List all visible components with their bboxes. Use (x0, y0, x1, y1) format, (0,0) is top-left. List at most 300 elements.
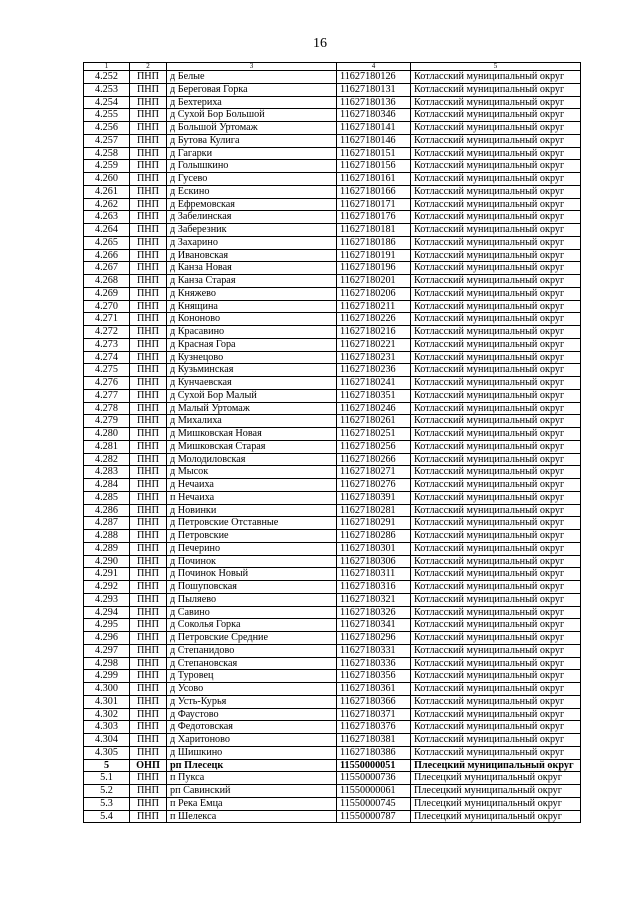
table-row (84, 83, 581, 96)
settlement-name-cell: д Ефремовская (167, 198, 337, 211)
table-row (84, 134, 581, 147)
oktmo-code-cell: 11627180196 (337, 262, 411, 275)
district-cell: Котласский муниципальный округ (411, 275, 581, 288)
district-cell: Котласский муниципальный округ (411, 619, 581, 632)
row-number-cell: 4.293 (84, 593, 130, 606)
district-cell: Котласский муниципальный округ (411, 262, 581, 275)
oktmo-code-cell: 11627180376 (337, 721, 411, 734)
row-number-cell: 4.295 (84, 619, 130, 632)
settlement-name-cell: д Захарино (167, 236, 337, 249)
row-number-cell: 4.279 (84, 415, 130, 428)
oktmo-code-cell: 11627180161 (337, 173, 411, 186)
type-cell: ПНП (130, 224, 167, 237)
settlement-name-cell: д Шишкино (167, 746, 337, 759)
district-cell: Котласский муниципальный округ (411, 721, 581, 734)
table-row (84, 504, 581, 517)
type-cell: ПНП (130, 326, 167, 339)
type-cell: ПНП (130, 236, 167, 249)
type-cell: ПНП (130, 275, 167, 288)
district-cell: Котласский муниципальный округ (411, 364, 581, 377)
row-number-cell: 4.287 (84, 517, 130, 530)
row-number-cell: 4.282 (84, 453, 130, 466)
row-number-cell: 4.257 (84, 134, 130, 147)
district-cell: Котласский муниципальный округ (411, 644, 581, 657)
oktmo-code-cell: 11627180126 (337, 71, 411, 84)
oktmo-code-cell: 11627180331 (337, 644, 411, 657)
oktmo-code-cell: 11627180201 (337, 275, 411, 288)
table-row (84, 491, 581, 504)
settlement-name-cell: д Соколья Горка (167, 619, 337, 632)
table-row (84, 109, 581, 122)
oktmo-code-cell: 11627180181 (337, 224, 411, 237)
settlement-name-cell: п Пукса (167, 772, 337, 785)
row-number-cell: 4.298 (84, 657, 130, 670)
table-row (84, 364, 581, 377)
page-number: 16 (313, 36, 327, 51)
district-cell: Котласский муниципальный округ (411, 734, 581, 747)
row-number-cell: 4.278 (84, 402, 130, 415)
settlement-name-cell: д Петровские Отставные (167, 517, 337, 530)
row-number-cell: 4.269 (84, 287, 130, 300)
type-cell: ПНП (130, 517, 167, 530)
type-cell: ПНП (130, 772, 167, 785)
settlement-name-cell: д Бехтериха (167, 96, 337, 109)
row-number-cell: 4.280 (84, 428, 130, 441)
type-cell: ПНП (130, 198, 167, 211)
oktmo-code-cell: 11627180231 (337, 351, 411, 364)
type-cell: ПНП (130, 83, 167, 96)
oktmo-code-cell: 11627180366 (337, 695, 411, 708)
row-number-cell: 4.252 (84, 71, 130, 84)
settlement-name-cell: д Белые (167, 71, 337, 84)
type-cell: ПНП (130, 810, 167, 823)
table-row (84, 632, 581, 645)
type-cell: ПНП (130, 479, 167, 492)
table-row (84, 517, 581, 530)
district-cell: Котласский муниципальный округ (411, 224, 581, 237)
settlement-name-cell: д Савино (167, 606, 337, 619)
row-number-cell: 4.284 (84, 479, 130, 492)
table-row (84, 734, 581, 747)
oktmo-code-cell: 11627180216 (337, 326, 411, 339)
table-row (84, 542, 581, 555)
table-row (84, 326, 581, 339)
row-number-cell: 4.255 (84, 109, 130, 122)
row-number-cell: 4.263 (84, 211, 130, 224)
district-cell: Котласский муниципальный округ (411, 568, 581, 581)
table-row (84, 415, 581, 428)
district-cell: Котласский муниципальный округ (411, 504, 581, 517)
type-cell: ПНП (130, 606, 167, 619)
table-row (84, 96, 581, 109)
table-row (84, 581, 581, 594)
table-row (84, 275, 581, 288)
oktmo-code-cell: 11627180171 (337, 198, 411, 211)
table-row (84, 479, 581, 492)
district-cell: Котласский муниципальный округ (411, 160, 581, 173)
oktmo-code-cell: 11627180351 (337, 389, 411, 402)
district-cell: Котласский муниципальный округ (411, 287, 581, 300)
oktmo-code-cell: 11627180141 (337, 122, 411, 135)
settlement-name-cell: д Мысок (167, 466, 337, 479)
type-cell: ПНП (130, 109, 167, 122)
oktmo-code-cell: 11627180191 (337, 249, 411, 262)
oktmo-code-cell: 11627180356 (337, 670, 411, 683)
district-cell: Котласский муниципальный округ (411, 211, 581, 224)
oktmo-code-cell: 11627180131 (337, 83, 411, 96)
type-cell: ПНП (130, 134, 167, 147)
district-cell: Котласский муниципальный округ (411, 415, 581, 428)
oktmo-code-cell: 11627180346 (337, 109, 411, 122)
table-row (84, 351, 581, 364)
type-cell: ПНП (130, 644, 167, 657)
settlement-name-cell: д Забелинская (167, 211, 337, 224)
settlement-name-cell: д Кузнецово (167, 351, 337, 364)
table-row (84, 173, 581, 186)
row-number-cell: 4.265 (84, 236, 130, 249)
table-row (84, 249, 581, 262)
oktmo-code-cell: 11627180341 (337, 619, 411, 632)
type-cell: ПНП (130, 211, 167, 224)
row-number-cell: 4.297 (84, 644, 130, 657)
type-cell: ПНП (130, 287, 167, 300)
row-number-cell: 4.270 (84, 300, 130, 313)
settlement-name-cell: д Петровские (167, 530, 337, 543)
table-row (84, 300, 581, 313)
settlement-name-cell: д Степановская (167, 657, 337, 670)
column-header: 5 (411, 63, 581, 71)
oktmo-code-cell: 11627180381 (337, 734, 411, 747)
settlement-name-cell: д Нечаиха (167, 479, 337, 492)
table-row (84, 287, 581, 300)
type-cell: ПНП (130, 746, 167, 759)
type-cell: ПНП (130, 670, 167, 683)
type-cell: ПНП (130, 695, 167, 708)
row-number-cell: 4.264 (84, 224, 130, 237)
settlement-name-cell: д Ивановская (167, 249, 337, 262)
oktmo-code-cell: 11627180211 (337, 300, 411, 313)
district-cell: Котласский муниципальный округ (411, 249, 581, 262)
oktmo-code-cell: 11627180151 (337, 147, 411, 160)
row-number-cell: 4.300 (84, 683, 130, 696)
table-row (84, 797, 581, 810)
settlement-name-cell: д Туровец (167, 670, 337, 683)
row-number-cell: 4.274 (84, 351, 130, 364)
type-cell: ПНП (130, 466, 167, 479)
row-number-cell: 4.253 (84, 83, 130, 96)
settlement-name-cell: д Канза Новая (167, 262, 337, 275)
table-row (84, 772, 581, 785)
type-cell: ПНП (130, 147, 167, 160)
district-cell: Котласский муниципальный округ (411, 670, 581, 683)
oktmo-code-cell: 11627180326 (337, 606, 411, 619)
district-cell: Плесецкий муниципальный округ (411, 785, 581, 798)
oktmo-code-cell: 11627180336 (337, 657, 411, 670)
oktmo-code-cell: 11627180281 (337, 504, 411, 517)
settlement-name-cell: д Пошуповская (167, 581, 337, 594)
district-cell: Котласский муниципальный округ (411, 71, 581, 84)
table-row (84, 453, 581, 466)
oktmo-code-cell: 11627180176 (337, 211, 411, 224)
settlement-name-cell: рп Плесецк (167, 759, 337, 772)
settlement-name-cell: д Княщина (167, 300, 337, 313)
type-cell: ПНП (130, 683, 167, 696)
row-number-cell: 4.294 (84, 606, 130, 619)
settlement-name-cell: д Бутова Кулига (167, 134, 337, 147)
row-number-cell: 5.1 (84, 772, 130, 785)
settlement-name-cell: д Малый Уртомаж (167, 402, 337, 415)
row-number-cell: 5 (84, 759, 130, 772)
table-row (84, 377, 581, 390)
district-cell: Плесецкий муниципальный округ (411, 772, 581, 785)
settlement-name-cell: д Кузьминская (167, 364, 337, 377)
row-number-cell: 4.303 (84, 721, 130, 734)
type-cell: ПНП (130, 402, 167, 415)
settlement-name-cell: д Сухой Бор Большой (167, 109, 337, 122)
table-row (84, 644, 581, 657)
district-cell: Котласский муниципальный округ (411, 683, 581, 696)
oktmo-code-cell: 11627180291 (337, 517, 411, 530)
district-cell: Котласский муниципальный округ (411, 581, 581, 594)
row-number-cell: 4.267 (84, 262, 130, 275)
table-row (84, 428, 581, 441)
column-header: 2 (130, 63, 167, 71)
settlements-table (83, 62, 581, 823)
district-cell: Котласский муниципальный округ (411, 555, 581, 568)
row-number-cell: 4.275 (84, 364, 130, 377)
settlement-name-cell: д Заберезник (167, 224, 337, 237)
settlement-name-cell: д Харитоново (167, 734, 337, 747)
type-cell: ПНП (130, 734, 167, 747)
district-cell: Котласский муниципальный округ (411, 236, 581, 249)
district-cell: Котласский муниципальный округ (411, 389, 581, 402)
type-cell: ПНП (130, 632, 167, 645)
district-cell: Котласский муниципальный округ (411, 695, 581, 708)
type-cell: ПНП (130, 300, 167, 313)
district-cell: Котласский муниципальный округ (411, 466, 581, 479)
type-cell: ПНП (130, 338, 167, 351)
district-cell: Котласский муниципальный округ (411, 147, 581, 160)
table-row (84, 224, 581, 237)
district-cell: Котласский муниципальный округ (411, 122, 581, 135)
row-number-cell: 4.296 (84, 632, 130, 645)
table-row (84, 466, 581, 479)
table-row (84, 338, 581, 351)
settlement-name-cell: д Степанидово (167, 644, 337, 657)
settlement-name-cell: д Гусево (167, 173, 337, 186)
district-cell: Плесецкий муниципальный округ (411, 810, 581, 823)
district-cell: Котласский муниципальный округ (411, 479, 581, 492)
oktmo-code-cell: 11627180226 (337, 313, 411, 326)
district-cell: Котласский муниципальный округ (411, 83, 581, 96)
settlement-name-cell: д Княжево (167, 287, 337, 300)
row-number-cell: 4.276 (84, 377, 130, 390)
row-number-cell: 4.272 (84, 326, 130, 339)
table-row (84, 593, 581, 606)
type-cell: ПНП (130, 797, 167, 810)
type-cell: ПНП (130, 530, 167, 543)
settlement-name-cell: д Починок Новый (167, 568, 337, 581)
table-row (84, 657, 581, 670)
type-cell: ПНП (130, 708, 167, 721)
row-number-cell: 4.288 (84, 530, 130, 543)
district-cell: Котласский муниципальный округ (411, 134, 581, 147)
type-cell: ОНП (130, 759, 167, 772)
table-row (84, 402, 581, 415)
type-cell: ПНП (130, 440, 167, 453)
row-number-cell: 4.283 (84, 466, 130, 479)
row-number-cell: 4.291 (84, 568, 130, 581)
settlement-name-cell: д Кононово (167, 313, 337, 326)
district-cell: Котласский муниципальный округ (411, 198, 581, 211)
row-number-cell: 4.254 (84, 96, 130, 109)
table-row (84, 670, 581, 683)
oktmo-code-cell: 11627180261 (337, 415, 411, 428)
table-row (84, 262, 581, 275)
row-number-cell: 4.281 (84, 440, 130, 453)
table-row (84, 313, 581, 326)
type-cell: ПНП (130, 249, 167, 262)
row-number-cell: 4.273 (84, 338, 130, 351)
row-number-cell: 4.256 (84, 122, 130, 135)
row-number-cell: 4.290 (84, 555, 130, 568)
district-cell: Котласский муниципальный округ (411, 351, 581, 364)
row-number-cell: 4.258 (84, 147, 130, 160)
column-header: 1 (84, 63, 130, 71)
settlement-name-cell: д Печерино (167, 542, 337, 555)
table-row (84, 606, 581, 619)
type-cell: ПНП (130, 389, 167, 402)
settlement-name-cell: рп Савинский (167, 785, 337, 798)
table-row (84, 708, 581, 721)
settlement-name-cell: д Голышкино (167, 160, 337, 173)
row-number-cell: 4.261 (84, 185, 130, 198)
settlement-name-cell: п Нечаиха (167, 491, 337, 504)
oktmo-code-cell: 11627180311 (337, 568, 411, 581)
settlement-name-cell: д Мишковская Новая (167, 428, 337, 441)
oktmo-code-cell: 11550000787 (337, 810, 411, 823)
row-number-cell: 4.268 (84, 275, 130, 288)
oktmo-code-cell: 11627180221 (337, 338, 411, 351)
table-row (84, 185, 581, 198)
district-cell: Котласский муниципальный округ (411, 96, 581, 109)
row-number-cell: 4.292 (84, 581, 130, 594)
settlement-name-cell: д Усть-Курья (167, 695, 337, 708)
oktmo-code-cell: 11627180146 (337, 134, 411, 147)
district-cell: Котласский муниципальный округ (411, 708, 581, 721)
oktmo-code-cell: 11627180251 (337, 428, 411, 441)
type-cell: ПНП (130, 428, 167, 441)
district-cell: Котласский муниципальный округ (411, 593, 581, 606)
row-number-cell: 4.271 (84, 313, 130, 326)
row-number-cell: 4.302 (84, 708, 130, 721)
type-cell: ПНП (130, 555, 167, 568)
type-cell: ПНП (130, 71, 167, 84)
row-number-cell: 4.301 (84, 695, 130, 708)
oktmo-code-cell: 11627180156 (337, 160, 411, 173)
oktmo-code-cell: 11550000745 (337, 797, 411, 810)
settlement-name-cell: п Шелекса (167, 810, 337, 823)
table-row (84, 568, 581, 581)
table-row (84, 160, 581, 173)
district-cell: Котласский муниципальный округ (411, 453, 581, 466)
settlement-name-cell: д Гагарки (167, 147, 337, 160)
settlement-name-cell: д Пыляево (167, 593, 337, 606)
district-cell: Плесецкий муниципальный округ (411, 759, 581, 772)
column-header: 4 (337, 63, 411, 71)
table-row (84, 759, 581, 772)
district-cell: Котласский муниципальный округ (411, 428, 581, 441)
row-number-cell: 4.299 (84, 670, 130, 683)
oktmo-code-cell: 11627180361 (337, 683, 411, 696)
table-row (84, 695, 581, 708)
settlement-name-cell: д Береговая Горка (167, 83, 337, 96)
settlement-name-cell: д Михалиха (167, 415, 337, 428)
settlement-name-cell: д Молодиловская (167, 453, 337, 466)
row-number-cell: 4.259 (84, 160, 130, 173)
settlement-name-cell: д Сухой Бор Малый (167, 389, 337, 402)
row-number-cell: 4.262 (84, 198, 130, 211)
type-cell: ПНП (130, 453, 167, 466)
column-header: 3 (167, 63, 337, 71)
oktmo-code-cell: 11550000736 (337, 772, 411, 785)
settlement-name-cell: д Усово (167, 683, 337, 696)
oktmo-code-cell: 11627180296 (337, 632, 411, 645)
type-cell: ПНП (130, 504, 167, 517)
row-number-cell: 4.286 (84, 504, 130, 517)
row-number-cell: 4.305 (84, 746, 130, 759)
table-row (84, 555, 581, 568)
district-cell: Котласский муниципальный округ (411, 657, 581, 670)
oktmo-code-cell: 11550000051 (337, 759, 411, 772)
oktmo-code-cell: 11627180371 (337, 708, 411, 721)
table-row (84, 236, 581, 249)
district-cell: Котласский муниципальный округ (411, 402, 581, 415)
settlement-name-cell: п Река Емца (167, 797, 337, 810)
oktmo-code-cell: 11627180276 (337, 479, 411, 492)
type-cell: ПНП (130, 160, 167, 173)
oktmo-code-cell: 11627180241 (337, 377, 411, 390)
type-cell: ПНП (130, 619, 167, 632)
table-row (84, 198, 581, 211)
settlement-name-cell: д Красавино (167, 326, 337, 339)
district-cell: Котласский муниципальный округ (411, 491, 581, 504)
oktmo-code-cell: 11627180391 (337, 491, 411, 504)
district-cell: Котласский муниципальный округ (411, 109, 581, 122)
oktmo-code-cell: 11627180166 (337, 185, 411, 198)
district-cell: Котласский муниципальный округ (411, 173, 581, 186)
type-cell: ПНП (130, 542, 167, 555)
column-number-row (84, 63, 581, 71)
table-row (84, 71, 581, 84)
type-cell: ПНП (130, 415, 167, 428)
district-cell: Котласский муниципальный округ (411, 746, 581, 759)
row-number-cell: 4.285 (84, 491, 130, 504)
district-cell: Котласский муниципальный округ (411, 542, 581, 555)
type-cell: ПНП (130, 351, 167, 364)
row-number-cell: 5.2 (84, 785, 130, 798)
oktmo-code-cell: 11627180256 (337, 440, 411, 453)
type-cell: ПНП (130, 185, 167, 198)
oktmo-code-cell: 11627180246 (337, 402, 411, 415)
district-cell: Котласский муниципальный округ (411, 338, 581, 351)
row-number-cell: 5.3 (84, 797, 130, 810)
table-row (84, 619, 581, 632)
oktmo-code-cell: 11627180186 (337, 236, 411, 249)
oktmo-code-cell: 11627180236 (337, 364, 411, 377)
table-row (84, 147, 581, 160)
type-cell: ПНП (130, 364, 167, 377)
